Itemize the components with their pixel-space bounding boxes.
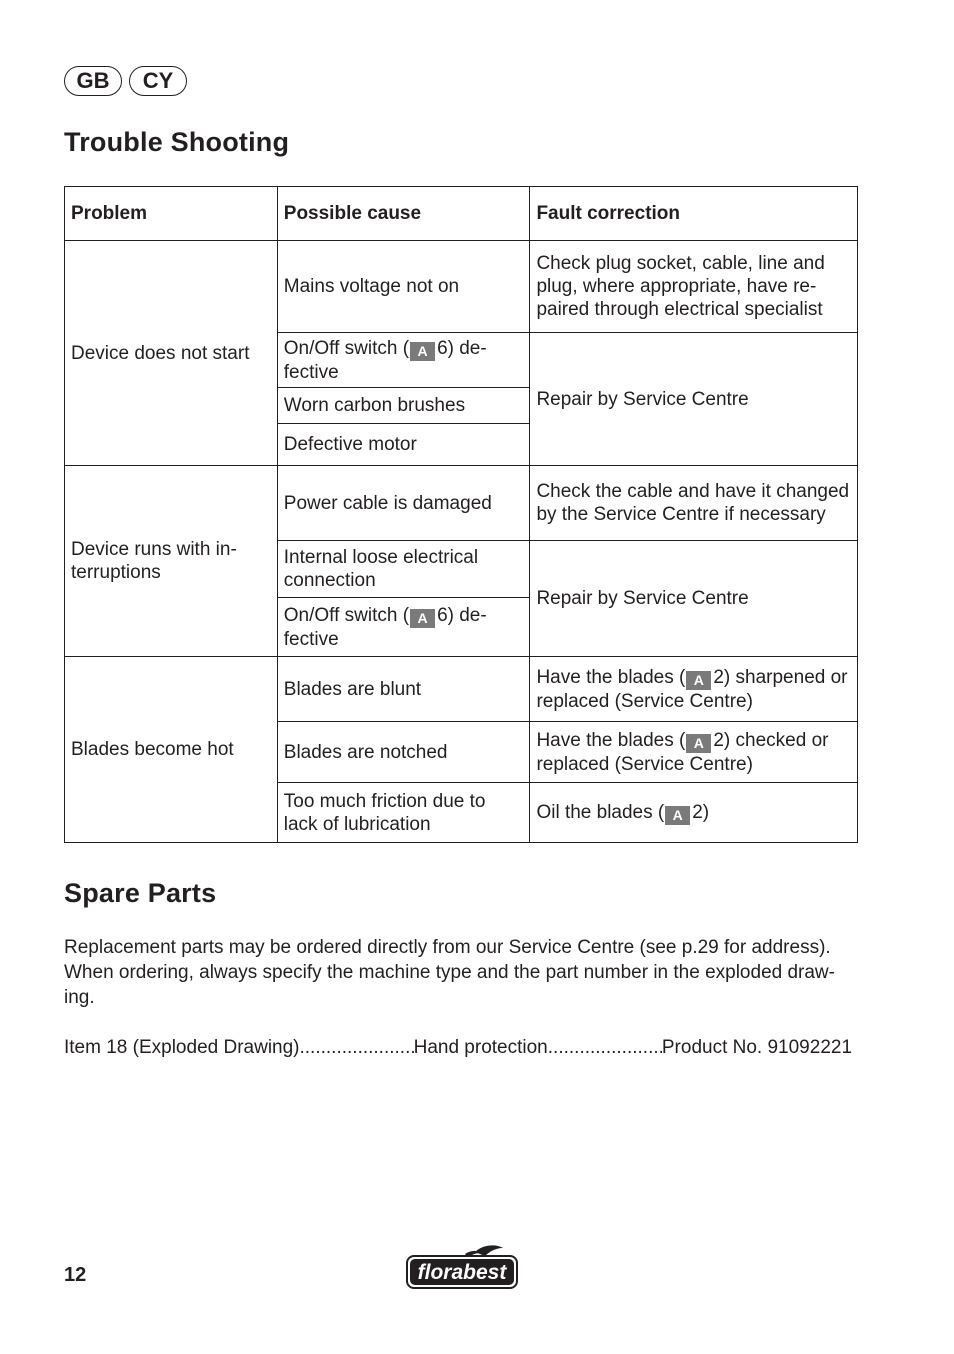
problem-cell: Device does not start bbox=[65, 241, 278, 466]
figure-a-badge: A bbox=[410, 342, 435, 361]
part-name: Hand protection bbox=[413, 1037, 548, 1058]
svg-text:florabest: florabest bbox=[417, 1261, 507, 1284]
cause-cell: Blades are notched bbox=[277, 722, 530, 783]
cause-cell: Mains voltage not on bbox=[277, 241, 530, 333]
cause-cell: Defective motor bbox=[277, 424, 530, 466]
figure-a-badge: A bbox=[665, 806, 690, 825]
spare-parts-title: Spare Parts bbox=[64, 878, 217, 908]
trouble-shooting-table bbox=[64, 186, 858, 843]
correction-cell: Repair by Service Centre bbox=[530, 541, 858, 657]
dot-leader bbox=[548, 1035, 662, 1060]
correction-text: Have the blades ( bbox=[536, 729, 686, 751]
header-possible-cause: Possible cause bbox=[277, 187, 530, 241]
table-header-row bbox=[65, 187, 858, 241]
part-item: Item 18 (Exploded Drawing) bbox=[64, 1037, 300, 1058]
correction-cell bbox=[530, 657, 858, 722]
spare-part-row bbox=[64, 1035, 852, 1060]
correction-text: Oil the blades ( bbox=[536, 801, 665, 823]
cause-cell: Worn carbon brushes bbox=[277, 388, 530, 424]
correction-cell bbox=[530, 783, 858, 843]
spare-parts-description: Replacement parts may be ordered directly from our Service Centre (see p.29 for address). When ordering, always specify the machine type and the part number in the exploded draw-ing. bbox=[64, 937, 835, 1008]
correction-cell: Check the cable and have it changed by the Service Centre if necessary bbox=[530, 466, 858, 541]
language-badge-gb: GB bbox=[64, 66, 122, 96]
correction-cell: Check plug socket, cable, line and plug, where appropriate, have re-paired through electrical specialist bbox=[530, 241, 858, 333]
correction-cell: Repair by Service Centre bbox=[530, 333, 858, 466]
cause-text: On/Off switch ( bbox=[283, 604, 410, 626]
figure-a-badge: A bbox=[410, 609, 435, 628]
header-problem: Problem bbox=[65, 187, 278, 241]
header-fault-correction: Fault correction bbox=[530, 187, 858, 241]
cause-cell: Blades are blunt bbox=[277, 657, 530, 722]
florabest-logo bbox=[405, 1244, 519, 1290]
problem-cell: Blades become hot bbox=[65, 657, 278, 843]
part-product-number: Product No. 91092221 bbox=[661, 1037, 853, 1058]
problem-cell: Device runs with in-terruptions bbox=[65, 466, 278, 657]
correction-text: Have the blades ( bbox=[536, 666, 686, 688]
page-number: 12 bbox=[64, 1264, 87, 1286]
figure-a-badge: A bbox=[686, 734, 711, 753]
cause-cell: Too much friction due to lack of lubrication bbox=[277, 783, 530, 843]
dot-leader bbox=[300, 1035, 414, 1060]
cause-cell: Power cable is damaged bbox=[277, 466, 530, 541]
cause-text: 6) de-fective bbox=[283, 337, 487, 383]
cause-cell bbox=[277, 598, 530, 657]
figure-a-badge: A bbox=[686, 671, 711, 690]
cause-cell: Internal loose electrical connection bbox=[277, 541, 530, 598]
trouble-shooting-title: Trouble Shooting bbox=[64, 127, 290, 157]
cause-text: 6) de-fective bbox=[283, 604, 487, 650]
correction-cell bbox=[530, 722, 858, 783]
correction-text: 2) sharpened or replaced (Service Centre) bbox=[536, 666, 848, 712]
correction-text: 2) checked or replaced (Service Centre) bbox=[536, 729, 829, 775]
cause-text: On/Off switch ( bbox=[283, 337, 410, 359]
language-badge-cy: CY bbox=[129, 66, 187, 96]
cause-cell bbox=[277, 333, 530, 388]
correction-text: 2) bbox=[692, 801, 710, 823]
